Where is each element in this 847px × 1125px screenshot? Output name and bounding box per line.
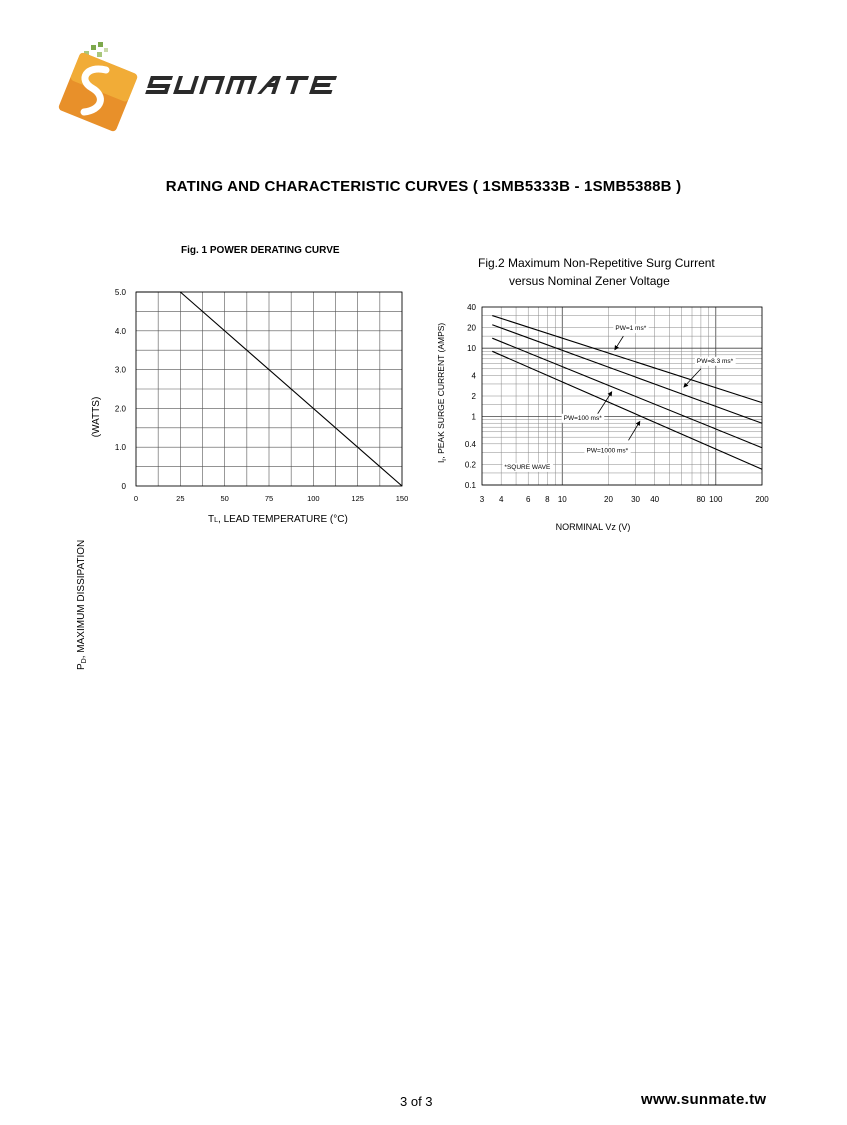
fig2-annotation-label: PW=100 ms* (563, 414, 602, 422)
fig2-ytick-label: 20 (467, 323, 476, 333)
fig2-xlabel: NORMINAL Vz (V) (555, 522, 631, 532)
fig2-plot (425, 295, 775, 540)
fig2-ytick-label: 0.2 (464, 460, 476, 470)
fig1-xlabel-rest: , LEAD TEMPERATURE (°C) (218, 514, 348, 525)
fig1-xtick-label: 100 (307, 494, 320, 503)
fig1-ylabel (76, 540, 88, 670)
fig1-ytick-label: 4.0 (114, 326, 126, 336)
fig2-xtick-label: 10 (557, 495, 567, 504)
fig2-title-line1: Fig.2 Maximum Non-Repetitive Surg Current (478, 256, 715, 270)
fig1-xtick-label: 0 (133, 494, 139, 503)
fig2-ytick-label: 2 (471, 392, 476, 401)
fig1-title: Fig. 1 POWER DERATING CURVE (181, 245, 340, 256)
fig2-annotation-label: PW=1000 ms* (586, 447, 629, 455)
fig2-annotation-arrow (615, 336, 624, 350)
fig2-chart (425, 295, 775, 545)
fig2-title-line2: versus Nominal Zener Voltage (509, 274, 670, 288)
fig2-xtick-label: 6 (525, 495, 531, 504)
fig2-ylabel-main: I (436, 460, 446, 463)
fig2-xtick-label: 200 (755, 495, 769, 504)
fig1-xtick-label: 150 (395, 494, 409, 503)
fig2-ytick-label: 1 (471, 412, 476, 422)
logo-graphic (56, 40, 346, 135)
fig2-series-line (492, 325, 762, 423)
fig1-ytick-label: 2.0 (114, 404, 126, 414)
fig1-xtick-label: 75 (264, 494, 274, 503)
fig2-annotation-note: *SQURE WAVE (504, 463, 551, 471)
fig1-ylabel-sub: D (81, 658, 88, 664)
website-link[interactable]: www.sunmate.tw (641, 1091, 767, 1108)
fig1-ytick-label: 1.0 (114, 443, 126, 453)
fig1-xtick-label: 25 (176, 494, 185, 503)
fig1-xtick-label: 50 (220, 494, 229, 503)
fig2-ylabel-rest: , PEAK SURGE CURRENT (AMPS) (436, 322, 446, 459)
fig1-grid (136, 292, 402, 486)
fig2-xtick-label: 40 (650, 495, 660, 504)
fig1-xlabel-sub: L (214, 517, 219, 524)
fig2-annotation-label: PW=1 ms* (615, 325, 647, 333)
fig2-ylabel-sub: r (442, 458, 448, 461)
fig1-xtick-label: 125 (351, 494, 364, 503)
fig2-xtick-label: 100 (709, 495, 723, 504)
fig1-ylabel-line2: (WATTS) (91, 396, 102, 438)
fig1-ytick-label: 5.0 (114, 288, 126, 297)
fig2-xtick-label: 3 (479, 495, 485, 504)
fig2-xtick-label: 20 (604, 495, 613, 504)
fig2-ytick-label: 4 (471, 371, 476, 381)
fig1-ylabel-rest: , MAXIMUM DISSIPATION (76, 539, 87, 659)
fig2-xtick-label: 80 (696, 495, 706, 504)
fig2-ylabel (436, 323, 448, 463)
fig1-ylabel-main: P (76, 663, 87, 670)
brand-logo (56, 40, 346, 135)
fig2-ytick-label: 40 (467, 303, 476, 312)
fig2-xtick-label: 8 (545, 495, 550, 504)
fig2-annotation-label: PW=8.3 ms* (696, 357, 734, 365)
fig2-ytick-label: 0.1 (464, 481, 476, 490)
fig1-xlabel (208, 514, 348, 525)
fig1-xlabel-main: T (208, 514, 215, 525)
page-number: 3 of 3 (400, 1094, 433, 1109)
fig1-chart (70, 280, 420, 670)
document-title: RATING AND CHARACTERISTIC CURVES ( 1SMB5333B - 1SMB5388B ) (165, 178, 682, 195)
fig1-plot (70, 280, 420, 670)
fig2-grid (482, 307, 762, 485)
fig1-ytick-label: 3.0 (114, 365, 126, 375)
fig2-annotation-arrow (628, 421, 639, 440)
fig1-ytick-label: 0 (121, 482, 126, 491)
fig2-ytick-label: 10 (467, 344, 476, 354)
fig2-ytick-label: 0.4 (464, 439, 476, 449)
fig2-xtick-label: 30 (631, 495, 640, 504)
fig2-xtick-label: 4 (498, 495, 504, 504)
